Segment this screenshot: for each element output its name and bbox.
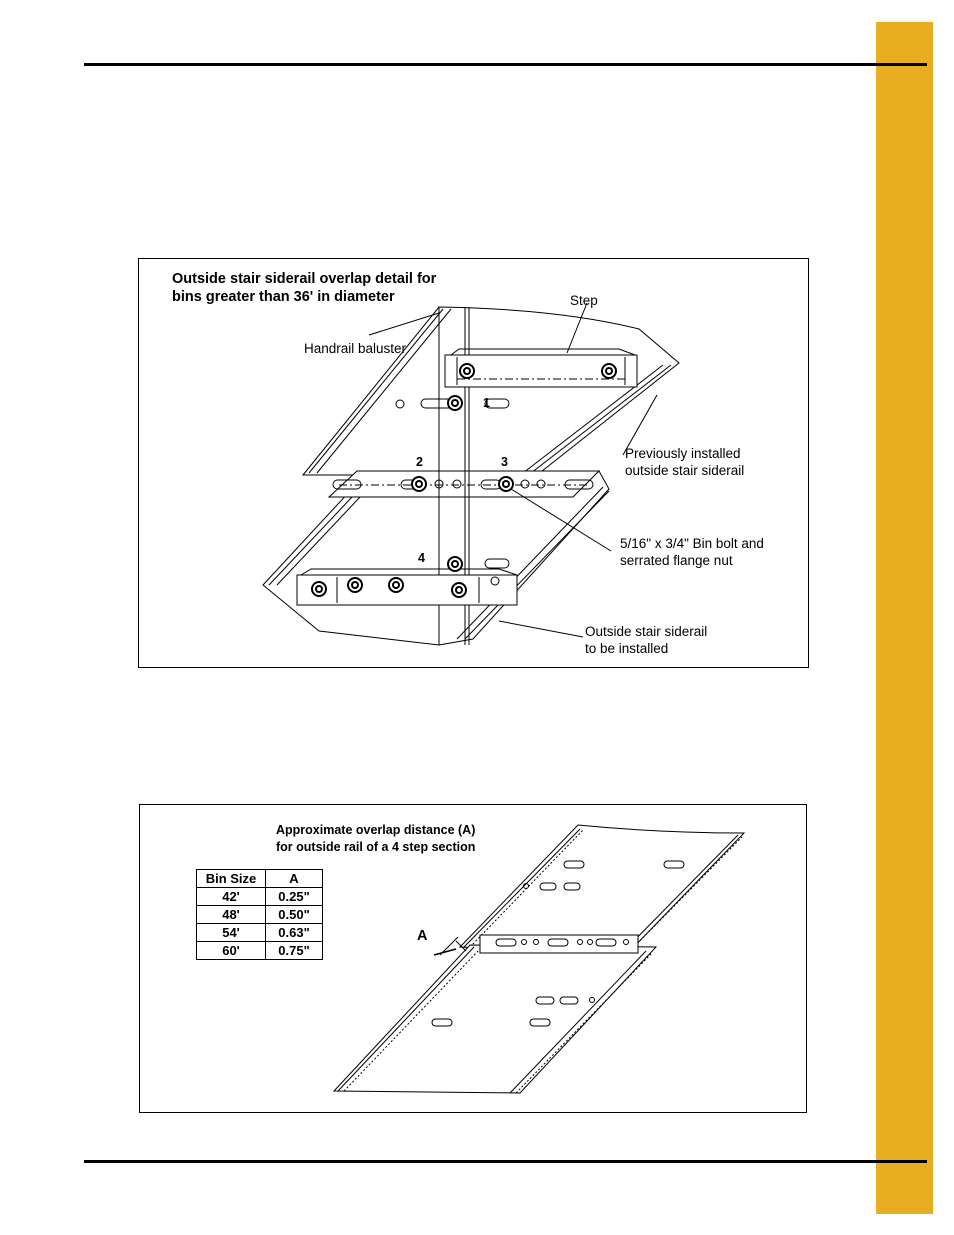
dimension-label-a: A: [417, 928, 428, 944]
table-row: [197, 888, 323, 906]
table-header-row: [197, 870, 323, 888]
column-header-a: A: [266, 870, 323, 888]
label-previous-line2: outside stair siderail: [625, 463, 745, 478]
footer-rule: [84, 1160, 927, 1163]
table-cell: 54': [197, 924, 266, 942]
label-tobe-line2: to be installed: [585, 641, 669, 656]
label-bolt-line2: serrated flange nut: [620, 553, 733, 568]
table-cell: 0.50": [266, 906, 323, 924]
overlap-table: [196, 869, 323, 960]
table-row: [197, 924, 323, 942]
label-tobe-line1: Outside stair siderail: [585, 624, 708, 639]
table-cell: 0.63": [266, 924, 323, 942]
label-step: Step: [570, 293, 598, 308]
callout-4: 4: [418, 551, 425, 565]
table-cell: 0.75": [266, 942, 323, 960]
figure-title-line2: bins greater than 36' in diameter: [172, 289, 395, 305]
chapter-side-tab: [876, 22, 933, 1214]
overlap-distance-figure: [139, 804, 807, 1113]
label-previous-line1: Previously installed: [625, 446, 741, 461]
siderail-overlap-figure: [138, 258, 809, 668]
callout-1: 1: [483, 396, 490, 410]
table-cell: 0.25": [266, 888, 323, 906]
callout-2: 2: [416, 455, 423, 469]
table-cell: 60': [197, 942, 266, 960]
table-cell: 48': [197, 906, 266, 924]
table-row: [197, 942, 323, 960]
callout-3: 3: [501, 455, 508, 469]
figure-title-line1: Outside stair siderail overlap detail for: [172, 271, 437, 287]
column-header-bin-size: Bin Size: [197, 870, 266, 888]
table-row: [197, 906, 323, 924]
figure-title-line1: Approximate overlap distance (A): [276, 823, 476, 837]
table-cell: 42': [197, 888, 266, 906]
label-handrail-baluster: Handrail baluster: [304, 341, 407, 356]
label-bolt-line1: 5/16" x 3/4" Bin bolt and: [620, 536, 764, 551]
header-rule: [84, 63, 927, 66]
figure-title-line2: for outside rail of a 4 step section: [276, 840, 476, 854]
